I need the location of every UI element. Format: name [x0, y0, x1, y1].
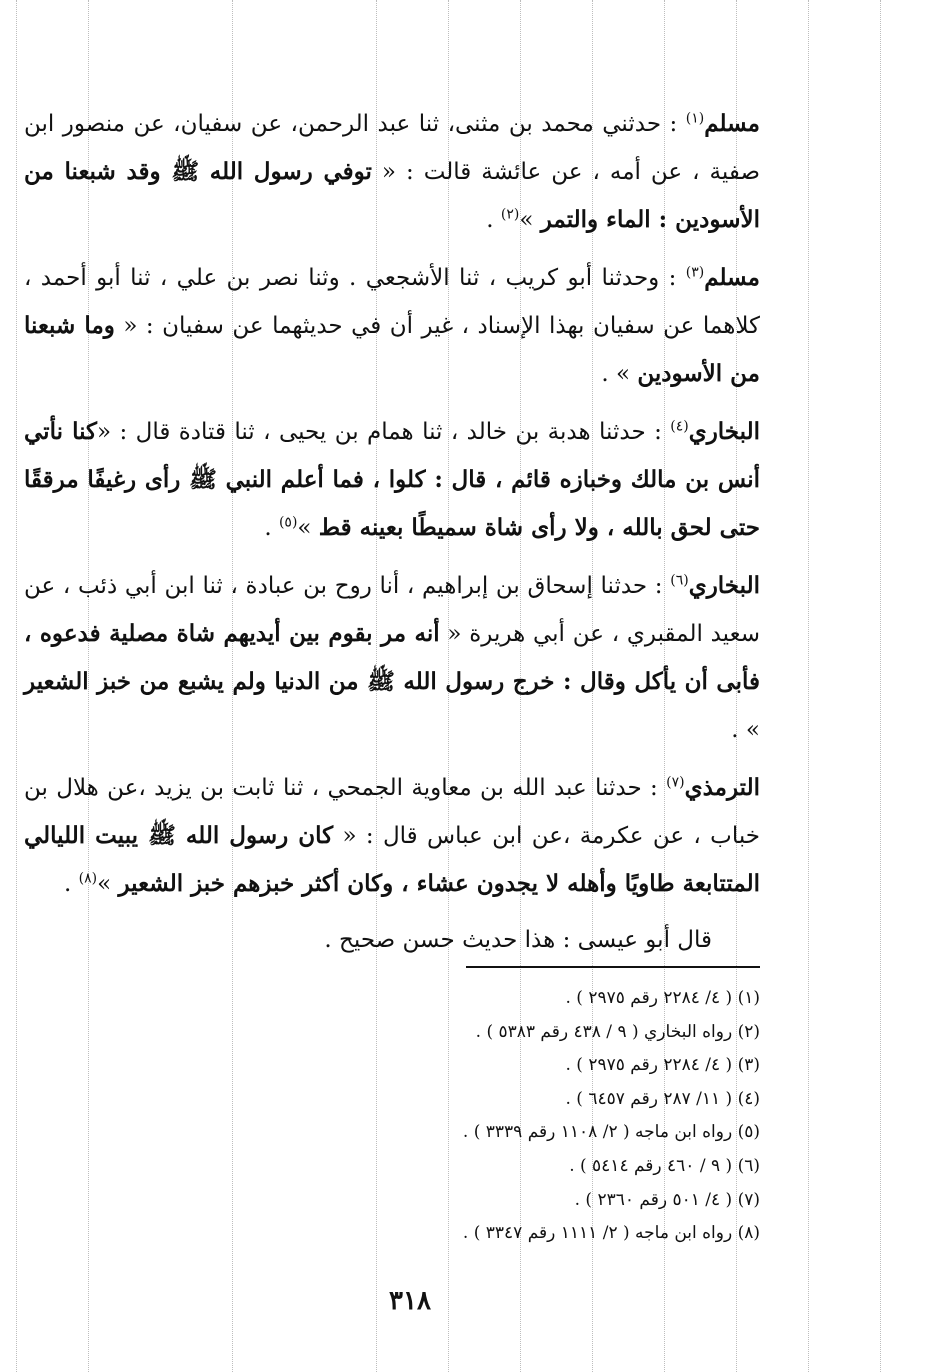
quote-close: » — [615, 361, 638, 387]
matn-text: توفي رسول الله ﷺ وقد شبعنا من الأسودين : الماء والتمر — [24, 158, 760, 233]
source-name: الترمذي — [684, 774, 760, 801]
matn-text: كنا نأتي أنس بن مالك وخبازه قائم ، قال : كلوا ، فما أعلم النبي ﷺ رأى رغيفًا مرققًا حتى لحق بالله ، ولا رأى شاة سميطًا بعينه قط — [24, 418, 760, 541]
footnote-ref: (١) — [685, 110, 705, 127]
main-text — [24, 100, 760, 974]
footnote-item: (٧) ( ٤/ ٥٠١ رقم ٢٣٦٠ ) . — [574, 1189, 760, 1210]
matn-text: وما شبعنا من الأسودين — [24, 312, 760, 387]
footnote-ref: (٣) — [685, 264, 705, 281]
footnote-item: (٢) رواه البخاري ( ٩ / ٤٣٨ رقم ٥٣٨٣ ) . — [475, 1021, 760, 1042]
isnad-text: : وحدثنا أبو كريب ، ثنا الأشجعي . وثنا نصر بن علي ، ثنا أبو أحمد ، كلاهما عن سفيان بهذا الإسناد ، غير أن في حديثهما عن سفيان : « — [24, 265, 760, 339]
quote-close: » — [297, 515, 319, 541]
quote-close: » — [519, 207, 541, 233]
quote-close: » — [745, 717, 760, 743]
footnote-item: (٣) ( ٤/ ٢٢٨٤ رقم ٢٩٧٥ ) . — [565, 1055, 760, 1076]
hadith-paragraph — [24, 100, 760, 244]
page-number: ٣١٨ — [389, 1286, 431, 1316]
footnote-item: (٥) رواه ابن ماجه ( ٢/ ١١٠٨ رقم ٣٣٣٩ ) . — [462, 1122, 760, 1143]
isnad-text: : حدثني محمد بن مثنى، ثنا عبد الرحمن، عن سفيان، عن منصور ابن صفية ، عن أمه ، عن عائشة قالت : « — [24, 111, 760, 185]
footnotes-list — [300, 982, 760, 1251]
matn-text: كان رسول الله ﷺ يبيت الليالي المتتابعة طاويًا وأهله لا يجدون عشاء ، وكان أكثر خبزهم خبز الشعير — [24, 822, 760, 897]
hadith-paragraph — [24, 562, 760, 754]
paragraph-end: . — [731, 717, 746, 743]
quote-close: » — [97, 871, 119, 897]
footnote-ref: (٨) — [78, 870, 98, 887]
hadith-paragraph — [24, 408, 760, 552]
source-name: مسلم — [704, 110, 760, 137]
paragraph-end: . — [63, 871, 79, 897]
isnad-text: : حدثنا هدبة بن خالد ، ثنا همام بن يحيى ، ثنا قتادة قال : « — [96, 419, 671, 445]
footnote-ref: (٢) — [500, 206, 520, 223]
paragraph-end: . — [486, 207, 501, 233]
footnote-ref: (٥) — [278, 514, 298, 531]
footnote-item: (٦) ( ٩ / ٤٦٠ رقم ٥٤١٤ ) . — [569, 1155, 760, 1176]
footnote-separator — [466, 966, 760, 968]
paragraph-end: . — [264, 515, 279, 541]
footnote-item: (١) ( ٤/ ٢٢٨٤ رقم ٢٩٧٥ ) . — [565, 988, 760, 1008]
footnote-ref: (٤) — [670, 418, 689, 435]
scan-dot-line — [808, 0, 809, 1372]
scan-dot-line — [880, 0, 881, 1372]
footnote-item: (٤) ( ١١/ ٢٨٧ رقم ٦٤٥٧ ) . — [565, 1088, 760, 1109]
source-name: البخاري — [688, 418, 760, 445]
hadith-paragraph — [24, 254, 760, 398]
footnote-item: (٨) رواه ابن ماجه ( ٢/ ١١١١ رقم ٣٣٤٧ ) . — [462, 1223, 760, 1244]
footnote-ref: (٧) — [666, 774, 685, 791]
isnad-text: : حدثنا عبد الله بن معاوية الجمحي ، ثنا ثابت بن يزيد ،عن هلال بن خباب ، عن عكرمة ،عن ابن عباس قال : « — [24, 775, 760, 849]
source-name: البخاري — [688, 572, 760, 599]
footnote-ref: (٦) — [670, 572, 689, 589]
isnad-text: : حدثنا إسحاق بن إبراهيم ، أنا روح بن عبادة ، ثنا ابن أبي ذئب ، عن سعيد المقبري ، عن أبي هريرة « — [24, 573, 760, 647]
closing-remark: قال أبو عيسى : هذا حديث حسن صحيح . — [324, 927, 712, 953]
source-name: مسلم — [704, 264, 760, 291]
matn-text: أنه مر بقوم بين أيديهم شاة مصلية فدعوه ، فأبى أن يأكل وقال : خرج رسول الله ﷺ من الدنيا ولم يشبع من خبز الشعير — [24, 620, 760, 695]
paragraph-end: . — [601, 361, 616, 387]
hadith-paragraph — [24, 764, 760, 908]
scan-dot-line — [16, 0, 17, 1372]
